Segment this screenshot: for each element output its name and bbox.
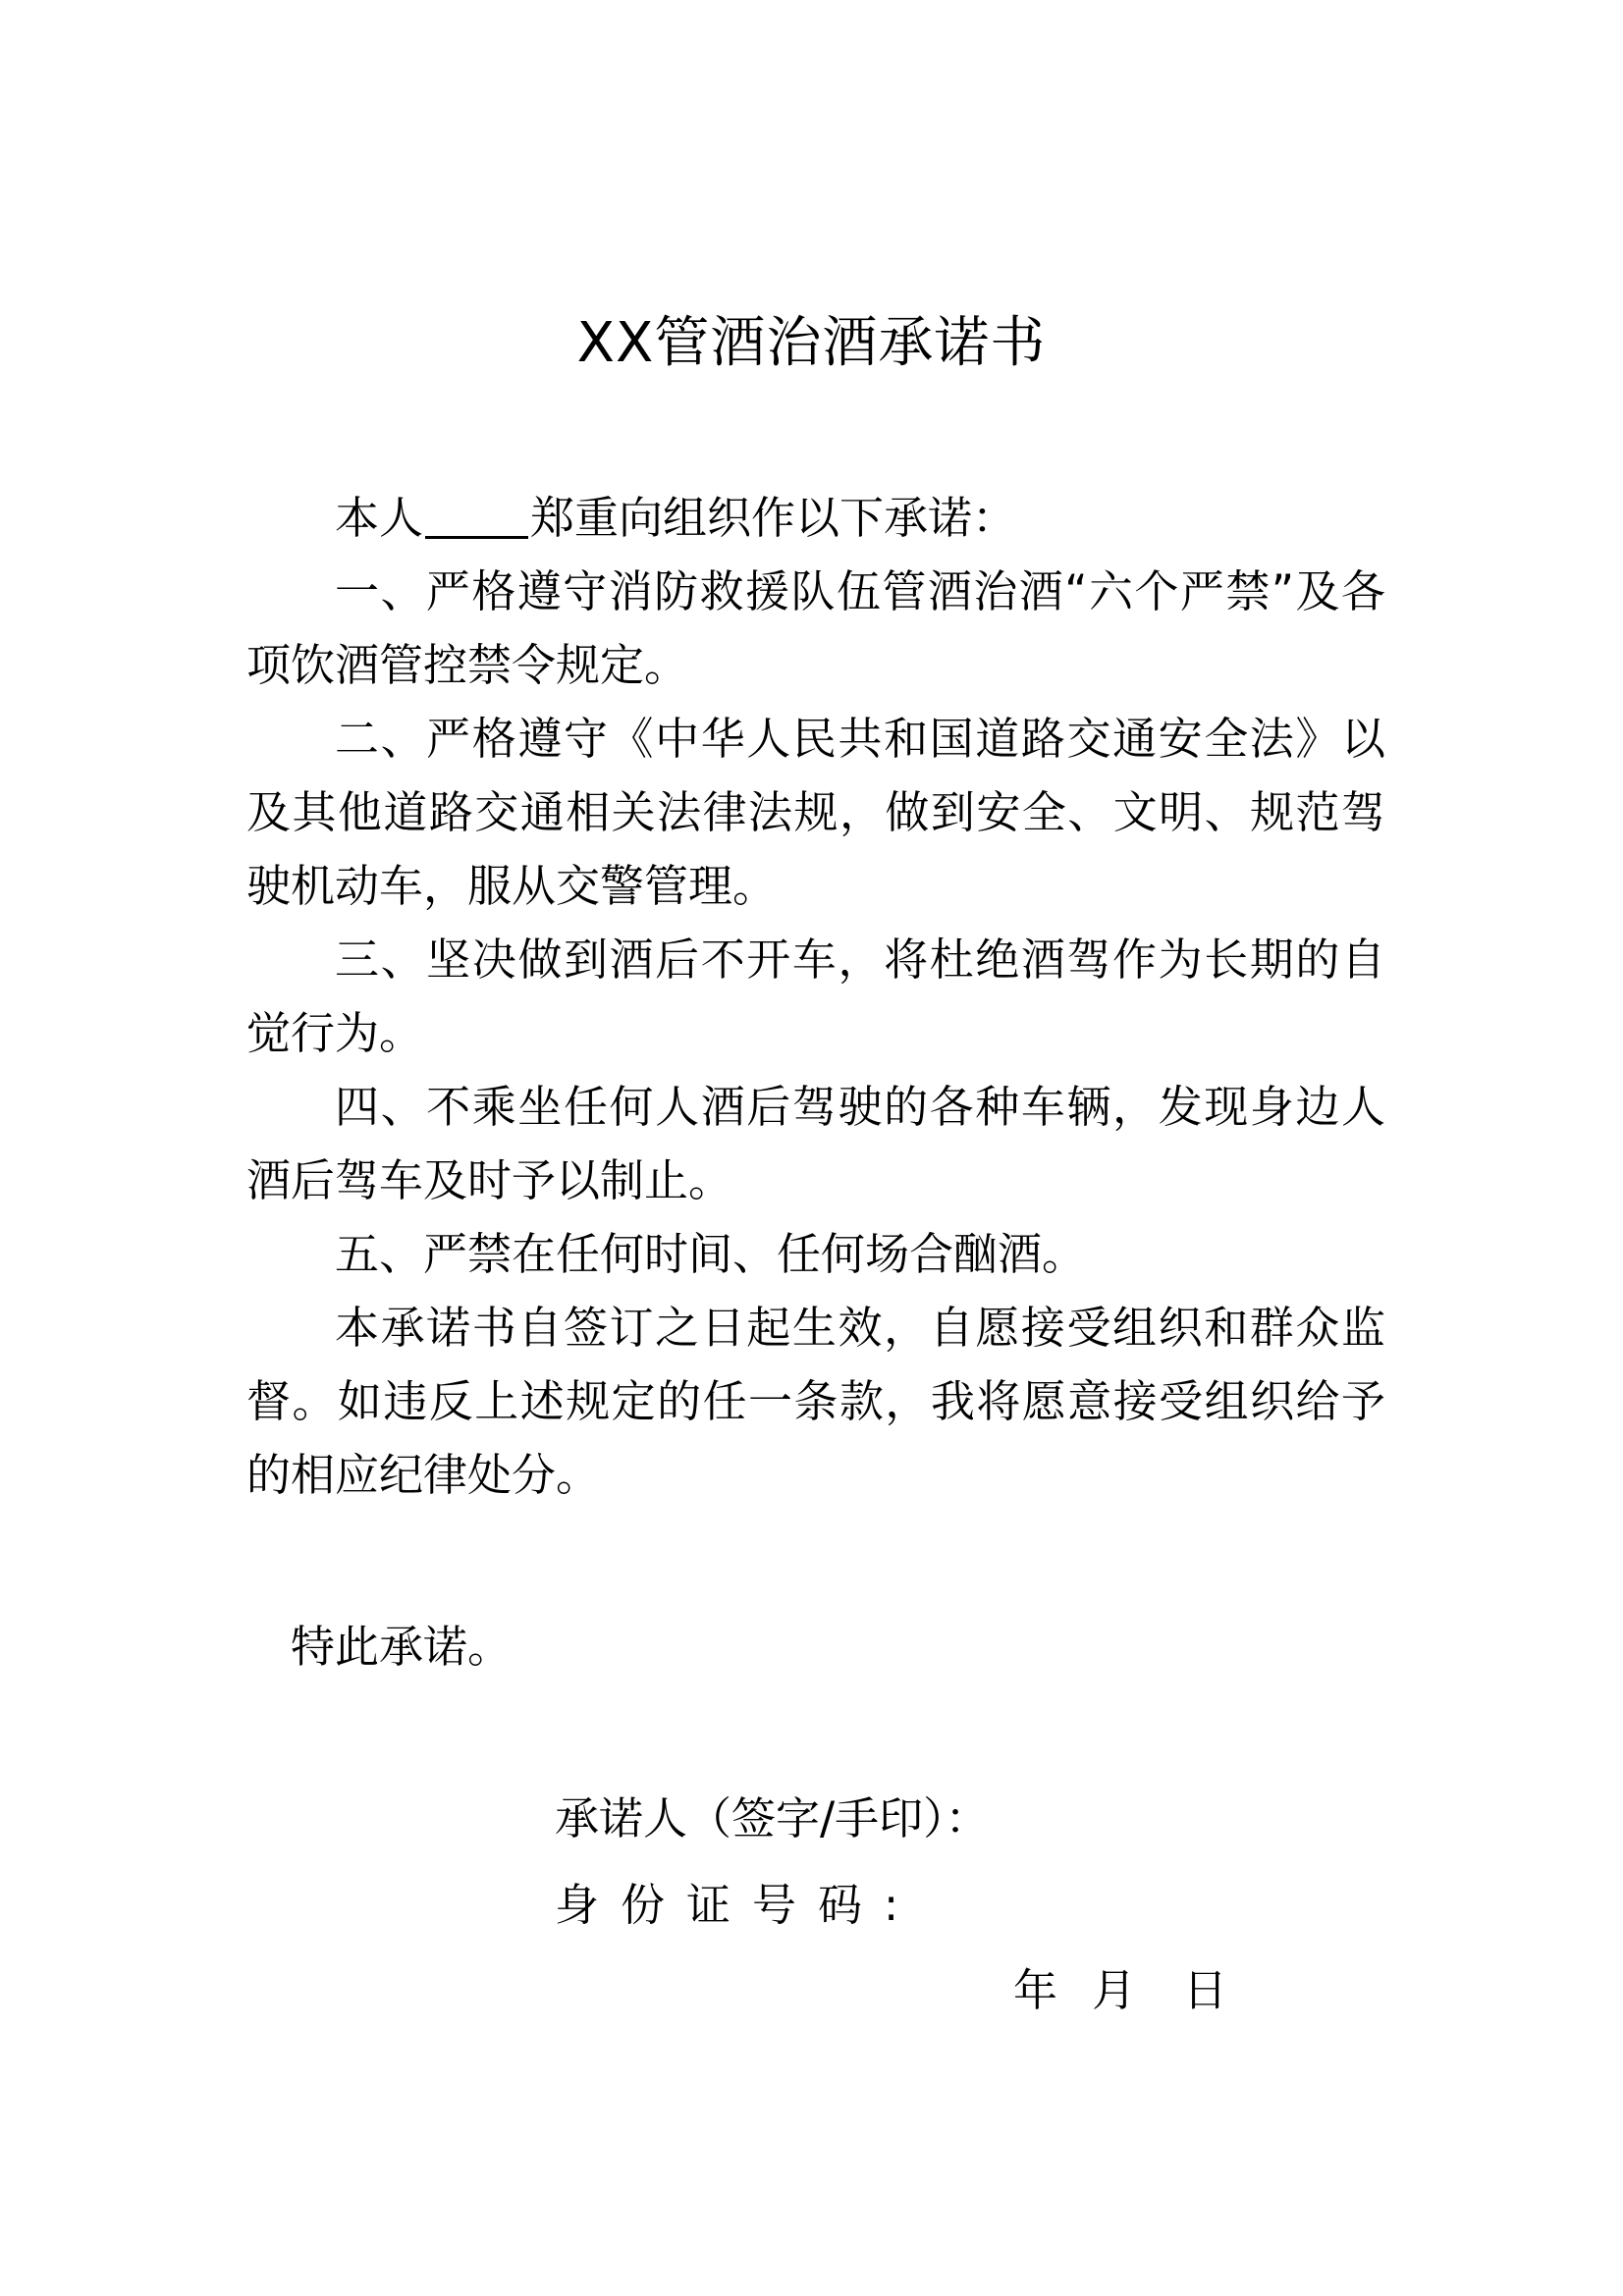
date-line: [1013, 1953, 1227, 2027]
date-day: 日: [1183, 1964, 1228, 2016]
commitment-item-4: 四、不乘坐任何人酒后驾驶的各种车辆，发现身边人酒后驾车及时予以制止。: [246, 1081, 1385, 1206]
effective-clause: 本承诺书自签订之日起生效，自愿接受组织和群众监督。如违反上述规定的任一条款，我将愿意接受组织给予的相应纪律处分。: [246, 1302, 1385, 1501]
commitment-item-5: 五、严禁在任何时间、任何场合酗酒。: [335, 1228, 1087, 1280]
commitment-item-1: 一、严格遵守消防救援队伍管酒治酒“六个严禁”及各项饮酒管控禁令规定。: [246, 565, 1385, 691]
intro-paragraph: [246, 481, 1385, 555]
document-title: XX管酒治酒承诺书: [576, 311, 1047, 375]
date-year: 年: [1013, 1964, 1058, 2016]
intro-suffix: 郑重向组织作以下承诺：: [530, 492, 1017, 544]
id-number-label: 身份证号码:: [555, 1879, 921, 1931]
document-body: [246, 481, 1385, 1512]
name-blank-line: [425, 493, 528, 539]
commitment-item-2: 二、严格遵守《中华人民共和国道路交通安全法》以及其他道路交通相关法律法规，做到安全、文明、规范驾驶机动车，服从交警管理。: [246, 713, 1385, 912]
closing-statement: 特此承诺。: [291, 1621, 513, 1673]
intro-prefix: 本人: [335, 492, 424, 544]
signer-label: 承诺人（签字/手印）：: [555, 1792, 990, 1844]
date-month: 月: [1092, 1964, 1137, 2016]
commitment-item-3: 三、坚决做到酒后不开车，将杜绝酒驾作为长期的自觉行为。: [246, 934, 1385, 1059]
